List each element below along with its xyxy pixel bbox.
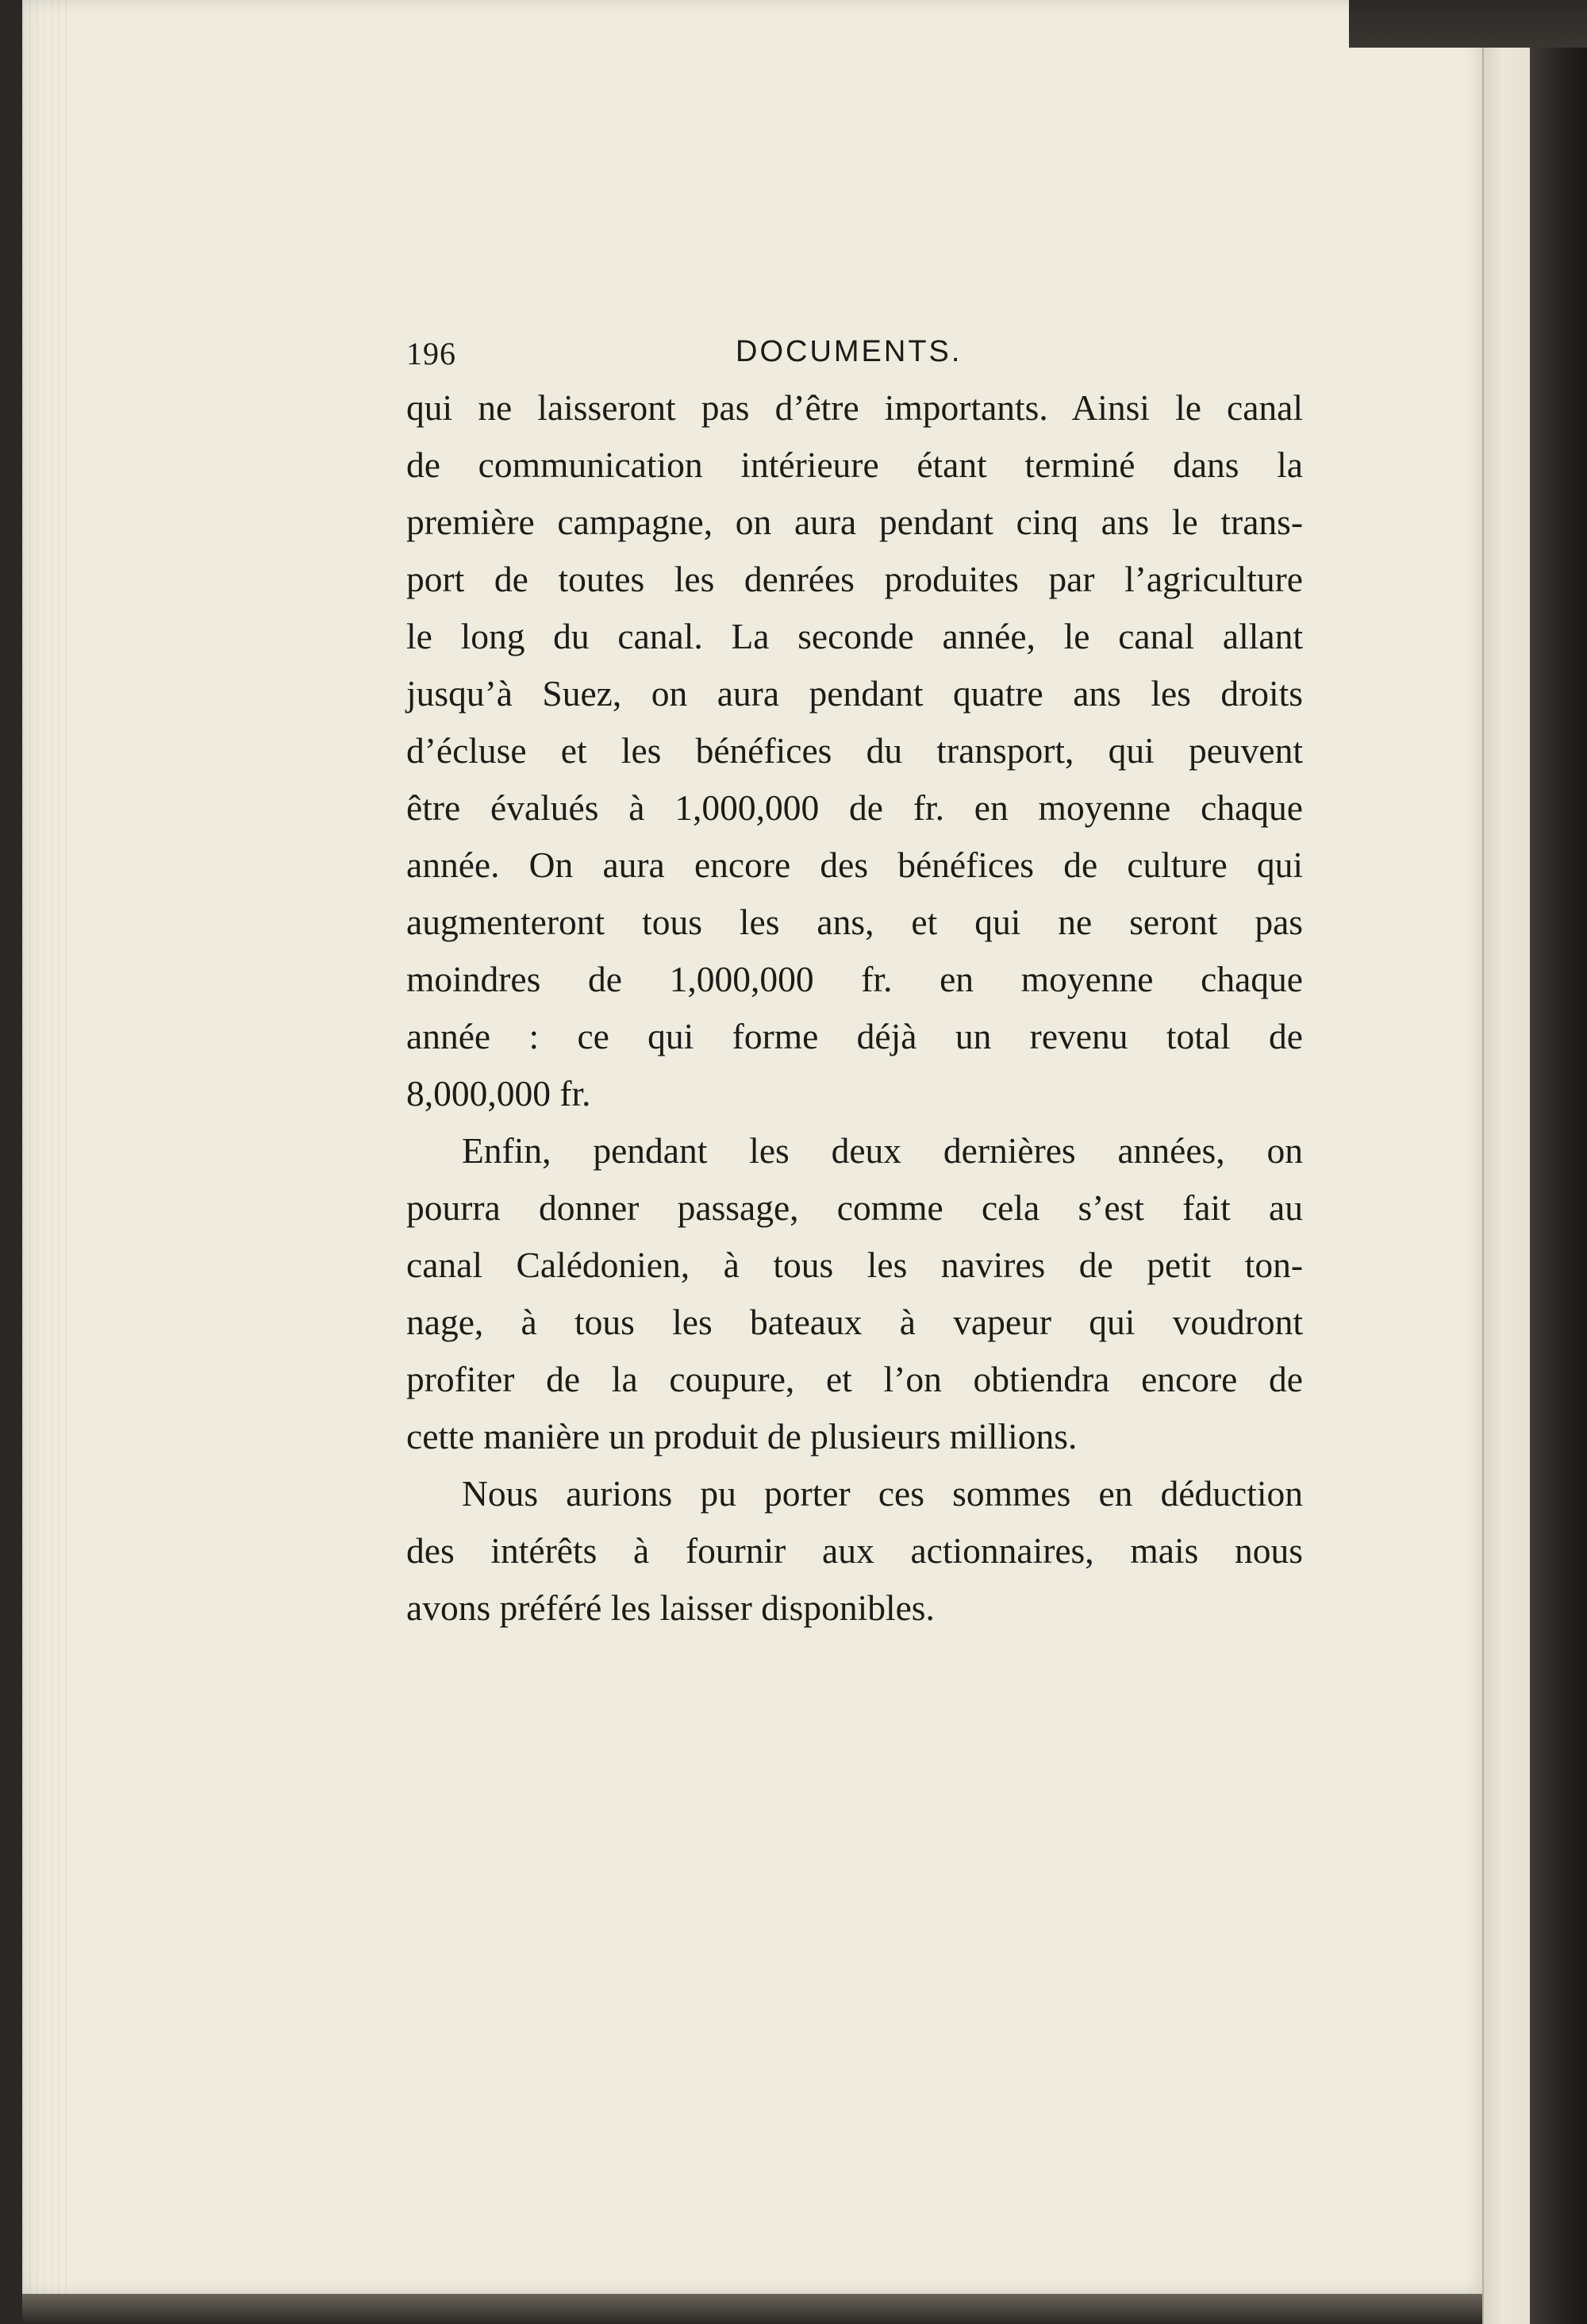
text-line: profiter de la coupure, et l’on obtiendra encore de: [406, 1359, 1303, 1399]
text-line: des intérêts à fournir aux actionnaires, mais nous: [406, 1530, 1303, 1571]
text-line: avons préféré les laisser disponibles.: [406, 1587, 935, 1628]
text-line: d’écluse et les bénéfices du transport, qui peuvent: [406, 730, 1303, 771]
text-line: moindres de 1,000,000 fr. en moyenne chaque: [406, 959, 1303, 999]
text-line: Enfin, pendant les deux dernières années, on: [462, 1130, 1303, 1171]
binding-gutter: [22, 0, 70, 2294]
adjacent-page-edge: [1482, 0, 1531, 2324]
text-line: port de toutes les denrées produites par l’agriculture: [406, 559, 1303, 599]
text-line: pourra donner passage, comme cela s’est fait au: [406, 1187, 1303, 1228]
text-line: augmenteront tous les ans, et qui ne seront pas: [406, 902, 1303, 942]
page-number: 196: [406, 336, 456, 371]
text-line: être évalués à 1,000,000 de fr. en moyenne chaque: [406, 787, 1303, 828]
body-text: [406, 379, 1303, 1637]
text-line: année. On aura encore des bénéfices de culture qui: [406, 845, 1303, 885]
text-line: qui ne laisseront pas d’être importants. Ainsi le canal: [406, 387, 1303, 428]
text-line: première campagne, on aura pendant cinq ans le trans-: [406, 502, 1303, 542]
text-line: cette manière un produit de plusieurs millions.: [406, 1416, 1078, 1456]
text-line: Nous aurions pu porter ces sommes en déduction: [462, 1473, 1303, 1514]
text-line: année : ce qui forme déjà un revenu total de: [406, 1016, 1303, 1056]
text-line: nage, à tous les bateaux à vapeur qui voudront: [406, 1302, 1303, 1342]
text-line: jusqu’à Suez, on aura pendant quatre ans les droits: [406, 673, 1303, 714]
text-line: canal Calédonien, à tous les navires de petit ton-: [406, 1245, 1303, 1285]
scan-backdrop: [1349, 0, 1587, 48]
page-header: [406, 332, 1303, 379]
text-line: le long du canal. La seconde année, le canal allant: [406, 616, 1303, 656]
book-cover-edge: [1530, 0, 1587, 2324]
text-line: de communication intérieure étant terminé dans la: [406, 444, 1303, 485]
running-head: DOCUMENTS.: [736, 335, 963, 368]
text-line: 8,000,000 fr.: [406, 1073, 591, 1114]
page-bottom-edge: [22, 2294, 1482, 2324]
